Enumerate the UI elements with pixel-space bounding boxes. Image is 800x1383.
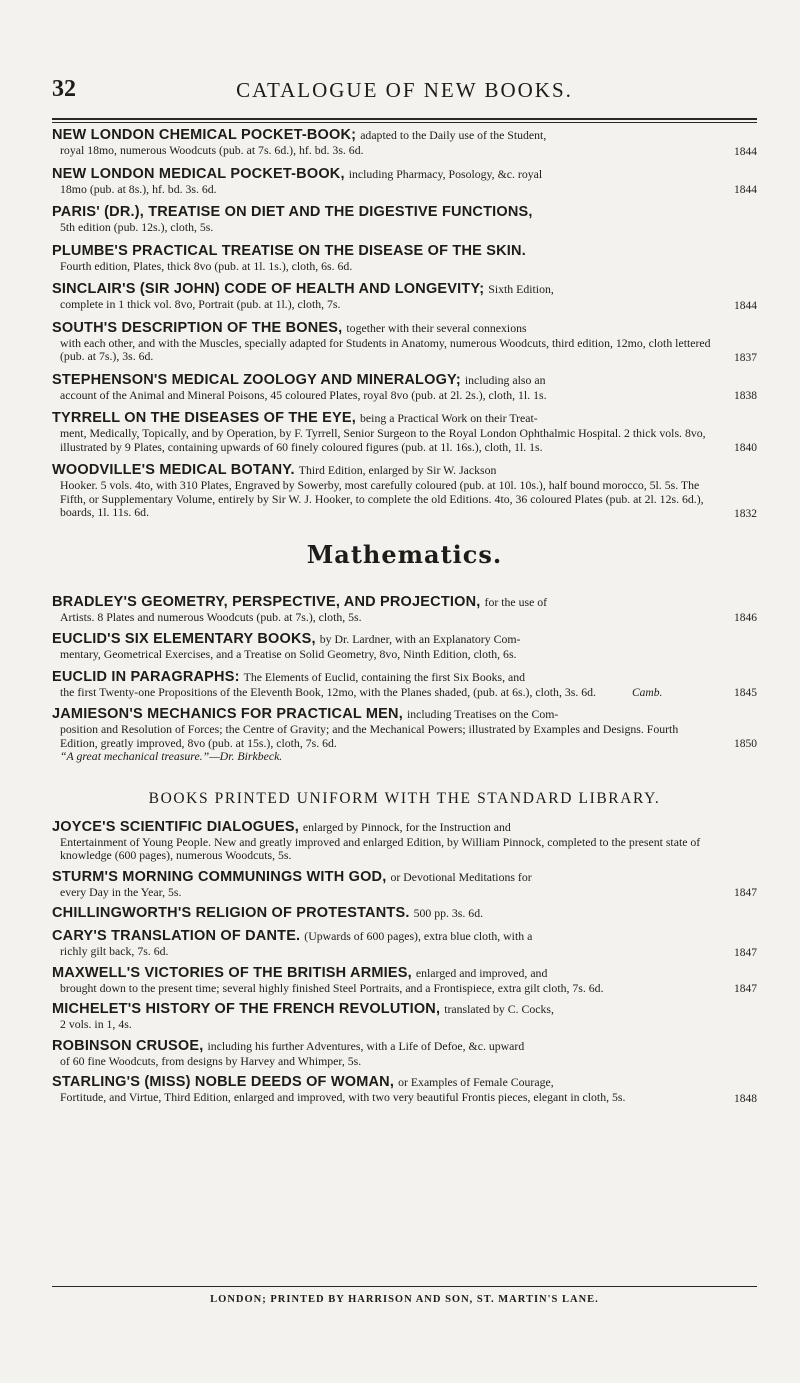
page-header (52, 76, 757, 102)
entry-title: BRADLEY'S GEOMETRY, PERSPECTIVE, AND PROJECTION, (52, 593, 481, 610)
catalogue-entry (52, 280, 757, 312)
catalogue-entry (52, 1000, 757, 1032)
entry-year: 1840 (734, 442, 757, 454)
catalogue-entry (52, 319, 757, 364)
page-number: 32 (52, 76, 76, 102)
entry-description: including his further Adventures, with a Life of Defoe, &c. upward (207, 1038, 525, 1053)
entry-title: PLUMBE'S PRACTICAL TREATISE ON THE DISEASE OF THE SKIN. (52, 242, 526, 259)
entry-details: complete in 1 thick vol. 8vo, Portrait (pub. at 1l.), cloth, 7s. (60, 297, 341, 311)
catalogue-entry (52, 705, 757, 764)
catalogue-entry (52, 461, 757, 520)
entry-title: STEPHENSON'S MEDICAL ZOOLOGY AND MINERALOGY; (52, 371, 461, 388)
catalogue-entry (52, 668, 757, 700)
entry-description: The Elements of Euclid, containing the first Six Books, and (243, 669, 526, 684)
entry-year: 1845 (734, 687, 757, 699)
mathematics-section (52, 593, 757, 764)
entry-description: including Pharmacy, Posology, &c. royal (348, 166, 543, 181)
catalogue-entry (52, 630, 757, 662)
running-title: CATALOGUE OF NEW BOOKS. (236, 78, 573, 102)
catalogue-entry (52, 165, 757, 197)
entry-description: including Treatises on the Com- (406, 707, 559, 721)
entry-year: 1848 (734, 1092, 757, 1105)
entry-title: TYRRELL ON THE DISEASES OF THE EYE, (52, 410, 357, 426)
entry-year: 1844 (734, 145, 757, 158)
entry-quote: “A great mechanical treasure.”—Dr. Birkbeck. (60, 749, 283, 763)
entry-details: with each other, and with the Muscles, specially adapted for Students in Anatomy, numerous Woodcuts, third edition, 12mo, cloth lettered (pub. at 7s.), 3s. 6d. (60, 335, 711, 363)
entry-description: for the use of (484, 594, 548, 609)
catalogue-entry (52, 1073, 757, 1105)
entry-details: the first Twenty-one Propositions of the Eleventh Book, 12mo, with the Planes shaded, (pub. at 6s.), cloth, 3s. 6d. (60, 684, 596, 699)
entry-year: 1847 (734, 887, 757, 899)
entry-year: 1847 (734, 946, 757, 959)
entry-description: together with their several connexions (346, 320, 527, 335)
entry-year: 1850 (734, 737, 757, 750)
entry-details: brought down to the present time; several highly finished Steel Portraits, and a Frontispiece, extra gilt cloth, 7s. 6d. (60, 980, 604, 995)
entry-description: adapted to the Daily use of the Student, (360, 128, 547, 142)
entry-title: SOUTH'S DESCRIPTION OF THE BONES, (52, 319, 343, 336)
entry-title: CARY'S TRANSLATION OF DANTE. (52, 928, 301, 944)
catalogue-entry (52, 409, 757, 454)
entry-details: mentary, Geometrical Exercises, and a Treatise on Solid Geometry, 8vo, Ninth Edition, cloth, 6s. (60, 647, 517, 661)
entry-title: JAMIESON'S MECHANICS FOR PRACTICAL MEN, (52, 706, 403, 722)
entry-title: EUCLID IN PARAGRAPHS: (52, 668, 240, 685)
entry-title: JOYCE'S SCIENTIFIC DIALOGUES, (52, 818, 299, 835)
entry-details: 5th edition (pub. 12s.), cloth, 5s. (60, 220, 214, 234)
entry-details: Entertainment of Young People. New and greatly improved and enlarged Edition, by William Pinnock, completed to the present state of knowledge (600 pages), numerous Woodcuts, 5s. (60, 834, 701, 862)
entry-year: 1838 (734, 390, 757, 402)
entry-details: 2 vols. in 1, 4s. (60, 1017, 132, 1031)
entry-details: Fourth edition, Plates, thick 8vo (pub. at 1l. 1s.), cloth, 6s. 6d. (60, 258, 353, 273)
entry-title: MAXWELL'S VICTORIES OF THE BRITISH ARMIES, (52, 964, 412, 981)
entry-description: being a Practical Work on their Treat- (360, 411, 538, 425)
entry-description: Sixth Edition, (488, 282, 554, 296)
entry-description: or Examples of Female Courage, (398, 1075, 554, 1089)
catalogue-entry (52, 904, 757, 922)
entry-description: translated by C. Cocks, (444, 1002, 554, 1016)
catalogue-entry (52, 242, 757, 274)
entry-details: Artists. 8 Plates and numerous Woodcuts (pub. at 7s.), cloth, 5s. (60, 609, 362, 624)
entry-year: 1847 (734, 983, 757, 995)
entry-description: by Dr. Lardner, with an Explanatory Com- (319, 632, 521, 646)
entry-description: 500 pp. 3s. 6d. (413, 906, 484, 920)
printer-imprint: LONDON; PRINTED BY HARRISON AND SON, ST. MARTIN'S LANE. (210, 1294, 599, 1305)
entry-details: of 60 fine Woodcuts, from designs by Harvey and Whimper, 5s. (60, 1053, 362, 1068)
entry-title: NEW LONDON CHEMICAL POCKET-BOOK; (52, 127, 357, 143)
catalogue-entry (52, 371, 757, 403)
entry-details: royal 18mo, numerous Woodcuts (pub. at 7s. 6d.), hf. bd. 3s. 6d. (60, 143, 364, 157)
catalogue-entry (52, 868, 757, 900)
entry-year: 1837 (734, 351, 757, 364)
entry-description: (Upwards of 600 pages), extra blue cloth, with a (304, 929, 533, 943)
entry-title: STURM'S MORNING COMMUNINGS WITH GOD, (52, 868, 387, 885)
catalogue-entry (52, 126, 757, 158)
catalogue-entry (52, 927, 757, 959)
standard-library-section (52, 818, 757, 1105)
entry-details: 18mo (pub. at 8s.), hf. bd. 3s. 6d. (60, 181, 217, 196)
catalogue-entry (52, 964, 757, 996)
entry-details: richly gilt back, 7s. 6d. (60, 944, 169, 958)
entry-details: position and Resolution of Forces; the Centre of Gravity; and the Mechanical Powers; illustrated by Examples and Designs. Fourth Edition, greatly improved, 8vo (pub. at 15s.), cloth, 7s. 6d. (60, 722, 679, 750)
entry-title: NEW LONDON MEDICAL POCKET-BOOK, (52, 165, 345, 182)
header-rule-thin (52, 122, 757, 123)
entry-year: 1844 (734, 184, 757, 196)
entry-title: EUCLID'S SIX ELEMENTARY BOOKS, (52, 631, 316, 647)
entry-title: ROBINSON CRUSOE, (52, 1037, 204, 1054)
entry-year: 1846 (734, 612, 757, 624)
entry-title: CHILLINGWORTH'S RELIGION OF PROTESTANTS. (52, 905, 410, 921)
entry-title: MICHELET'S HISTORY OF THE FRENCH REVOLUTION, (52, 1001, 441, 1017)
catalogue-entry (52, 593, 757, 625)
medical-section (52, 126, 757, 520)
entry-details: ment, Medically, Topically, and by Operation, by F. Tyrrell, Senior Surgeon to the Royal London Ophthalmic Hospital. 2 thick vols. 8vo, illustrated by 9 Plates, containing upwards of 60 finely coloured figures (pub. at 1l. 16s.), cloth, 1l. 1s. (60, 426, 706, 454)
entry-year: 1832 (734, 507, 757, 520)
entry-place: Camb. (632, 687, 663, 699)
section-heading-standard-library: BOOKS PRINTED UNIFORM WITH THE STANDARD LIBRARY. (148, 789, 661, 807)
entry-details: every Day in the Year, 5s. (60, 884, 182, 899)
catalogue-entry (52, 203, 757, 235)
entry-description: enlarged and improved, and (415, 965, 548, 980)
entry-description: or Devotional Meditations for (390, 869, 532, 884)
entry-title: WOODVILLE'S MEDICAL BOTANY. (52, 462, 295, 478)
entry-details: Fortitude, and Virtue, Third Edition, enlarged and improved, with two very beautiful Frontis pieces, elegant in cloth, 5s. (60, 1090, 626, 1104)
entry-description: including also an (464, 372, 546, 387)
catalogue-entry (52, 1037, 757, 1069)
entry-description: enlarged by Pinnock, for the Instruction and (302, 819, 511, 834)
footer-rule (52, 1286, 757, 1287)
entry-title: PARIS' (DR.), TREATISE ON DIET AND THE DIGESTIVE FUNCTIONS, (52, 204, 533, 220)
catalogue-body (52, 126, 757, 1110)
entry-title: SINCLAIR'S (SIR JOHN) CODE OF HEALTH AND LONGEVITY; (52, 281, 485, 297)
entry-year: 1844 (734, 299, 757, 312)
entry-title: STARLING'S (MISS) NOBLE DEEDS OF WOMAN, (52, 1074, 395, 1090)
entry-details: account of the Animal and Mineral Poisons, 45 coloured Plates, royal 8vo (pub. at 2l. 2s.), cloth, 1l. 1s. (60, 387, 547, 402)
header-rule (52, 118, 757, 120)
entry-details: Hooker. 5 vols. 4to, with 310 Plates, Engraved by Sowerby, most carefully coloured (pub. at 10l. 10s.), half bound morocco, 5l. 5s. The Fifth, or Supplementary Volume, entirely by Sir W. J. Hooker, to complete the old Editions. 4to, 36 coloured Plates (pub. at 2l. 12s. 6d.), boards, 1l. 11s. 6d. (60, 478, 704, 519)
entry-description: Third Edition, enlarged by Sir W. Jackson (298, 463, 497, 477)
section-heading-mathematics: Mathematics. (306, 539, 503, 569)
catalogue-entry (52, 818, 757, 863)
